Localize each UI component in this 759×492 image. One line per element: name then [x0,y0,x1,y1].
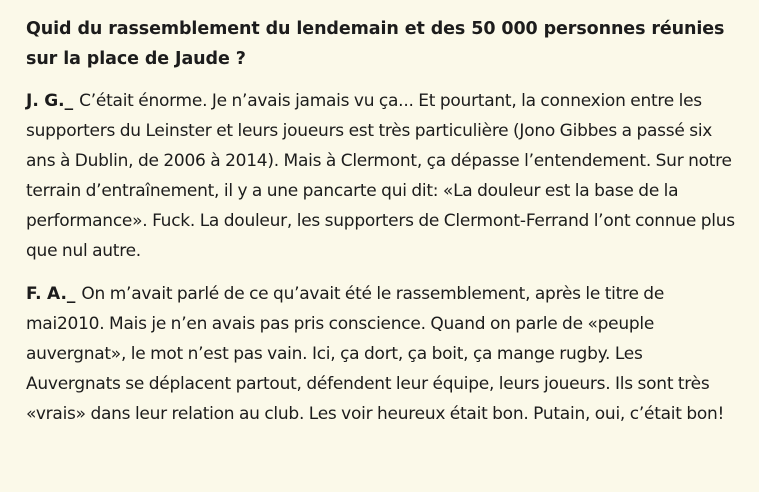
interview-question: Quid du rassemblement du lendemain et des 50 000 personnes réunies sur la place de Jaude ? [26,19,725,69]
speaker-initials: F. A._ [26,284,76,304]
answer-paragraph [26,86,739,266]
answer-text: C’était énorme. Je n’avais jamais vu ça... Et pourtant, la connexion entre les supporters du Leinster et leurs joueurs est très particulière (Jono Gibbes a passé six ans à Dublin, de 2006 à 2014). Mais à Clermont, ça dépasse l’entendement. Sur notre terrain d’entraînement, il y a une pancarte qui dit: «La douleur est la base de la performance». Fuck. La douleur, les supporters de Clermont-Ferrand l’ont connue plus que nul autre. [26,91,735,261]
answer-paragraph [26,279,739,429]
answer-text: On m’avait parlé de ce qu’avait été le rassemblement, après le titre de mai2010. Mais je n’en avais pas pris conscience. Quand on parle de «peuple auvergnat», le mot n’est pas vain. Ici, ça dort, ça boit, ça mange rugby. Les Auvergnats se déplacent partout, défendent leur équipe, leurs joueurs. Ils sont très «vrais» dans leur relation au club. Les voir heureux était bon. Putain, oui, c’était bon! [26,284,725,424]
speaker-initials: J. G._ [26,91,74,111]
